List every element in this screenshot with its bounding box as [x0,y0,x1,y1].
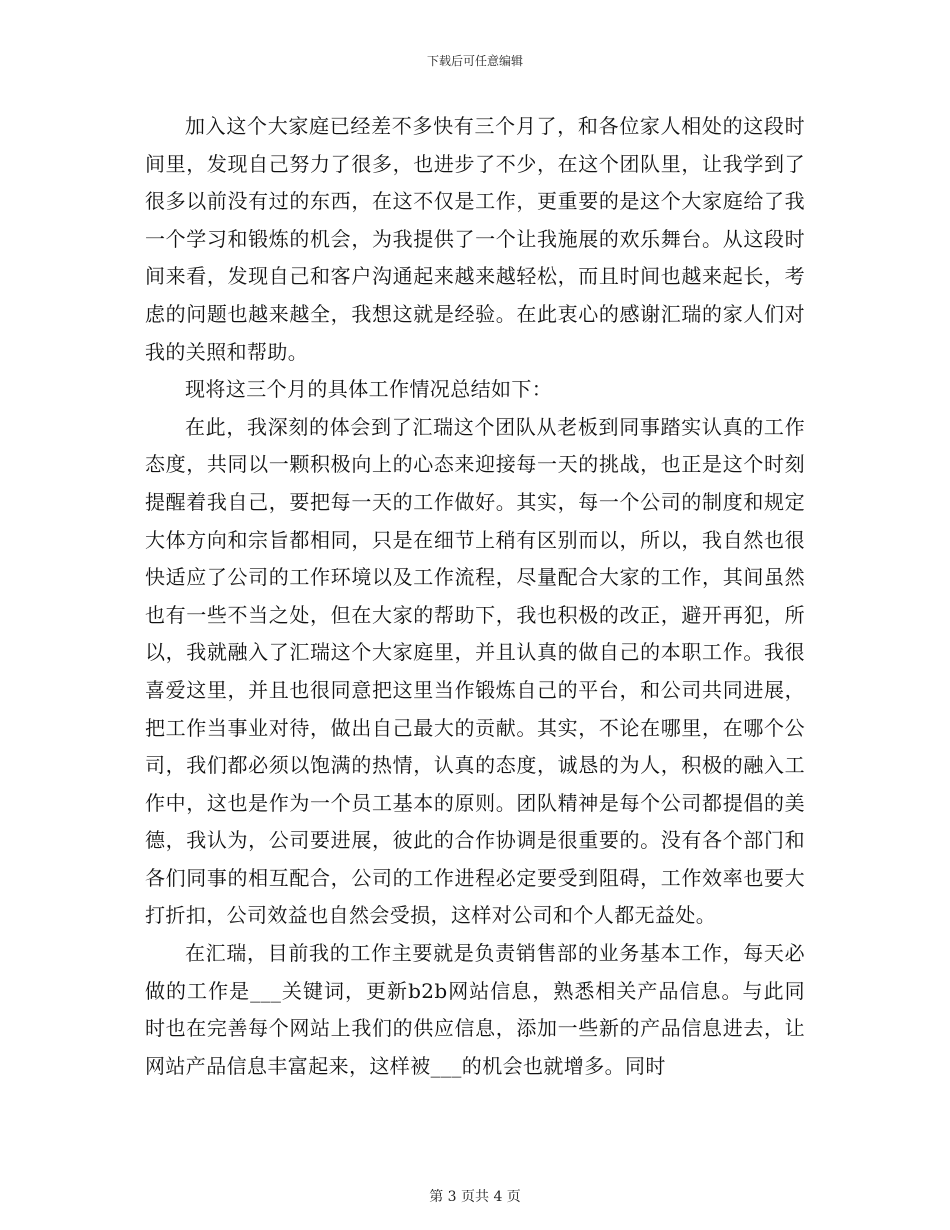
paragraph-intro: 加入这个大家庭已经差不多快有三个月了，和各位家人相处的这段时间里，发现自己努力了很多，也进步了不少，在这个团队里，让我学到了很多以前没有过的东西，在这不仅是工作，更重要的是这个大家庭给了我一个学习和锻炼的机会，为我提供了一个让我施展的欢乐舞台。从这段时间来看，发现自己和客户沟通起来越来越轻松，而且时间也越来起长，考虑的问题也越来越全，我想这就是经验。在此衷心的感谢汇瑞的家人们对我的关照和帮助。 [145,114,805,364]
paragraph-summary-lead: 现将这三个月的具体工作情况总结如下： [185,377,553,402]
page-footer: 第 3 页共 4 页 [429,1189,521,1205]
paragraph-current-work: 在汇瑞，目前我的工作主要就是负责销售部的业务基本工作，每天必做的工作是___关键词，更新b2b网站信息，熟悉相关产品信息。与此同时也在完善每个网站上我们的供应信息，添加一些新的产品信息进去，让网站产品信息丰富起来，这样被___的机会也就增多。同时 [145,941,805,1078]
page-header: 下载后可任意编辑 [426,54,523,68]
paragraph-team-experience: 在此，我深刻的体会到了汇瑞这个团队从老板到同事踏实认真的工作态度，共同以一颗积极向上的心态来迎接每一天的挑战，也正是这个时刻提醒着我自己，要把每一天的工作做好。其实，每一个公司的制度和规定大体方向和宗旨都相同，只是在细节上稍有区别而以，所以，我自然也很快适应了公司的工作环境以及工作流程，尽量配合大家的工作，其间虽然也有一些不当之处，但在大家的帮助下，我也积极的改正，避开再犯，所以，我就融入了汇瑞这个大家庭里，并且认真的做自己的本职工作。我很喜爱这里，并且也很同意把这里当作锻炼自己的平台，和公司共同进展，把工作当事业对待，做出自己最大的贡献。其实，不论在哪里，在哪个公司，我们都必须以饱满的热情，认真的态度，诚恳的为人，积极的融入工作中，这也是作为一个员工基本的原则。团队精神是每个公司都提倡的美德，我认为，公司要进展，彼此的合作协调是很重要的。没有各个部门和各们同事的相互配合，公司的工作进程必定要受到阻碍，工作效率也要大打折扣，公司效益也自然会受损，这样对公司和个人都无益处。 [145,414,805,928]
document-body [145,108,805,1085]
